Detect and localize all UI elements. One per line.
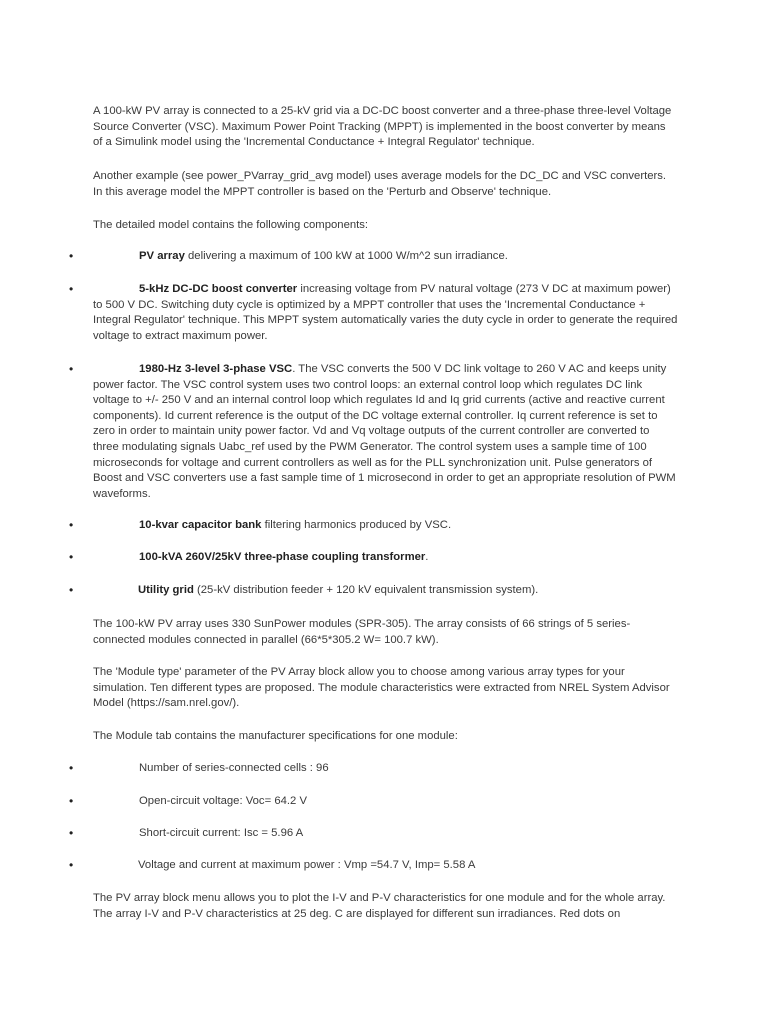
bullet-marker: • bbox=[69, 550, 74, 564]
component-description: . bbox=[425, 551, 429, 563]
component-item-capacitor-bank bbox=[93, 518, 678, 534]
intro-paragraph: A 100-kW PV array is connected to a 25-kV grid via a DC-DC boost converter and a three-phase three-level Voltage Source Converter (VSC). Maximum Power Point Tracking (MPPT) is implemented in the boost converter by means of a Simulink model using the 'Incremental Conductance + Integral Regulator' technique. bbox=[93, 105, 672, 149]
component-description: filtering harmonics produced by VSC. bbox=[261, 519, 452, 531]
spec-item-voc bbox=[93, 794, 678, 810]
component-description: (25-kV distribution feeder + 120 kV equivalent transmission system). bbox=[193, 584, 539, 596]
spec-text: Short-circuit current: Isc = 5.96 A bbox=[139, 827, 304, 839]
spec-text: Voltage and current at maximum power : Vmp =54.7 V, Imp= 5.58 A bbox=[138, 859, 476, 871]
component-description: increasing voltage from PV natural voltage (273 V DC at maximum power) to 500 V DC. Switching duty cycle is optimized by a MPPT controller that uses the 'Incremental Conductance + Integral Regulator' technique. This MPPT system automatically varies the duty cycle in order to generate the required voltage to extract maximum power. bbox=[93, 283, 678, 342]
component-name: 1980-Hz 3-level 3-phase VSC bbox=[139, 363, 293, 375]
average-model-paragraph: Another example (see power_PVarray_grid_avg model) uses average models for the DC_DC and VSC converters. In this average model the MPPT controller is based on the 'Perturb and Observe' technique. bbox=[93, 170, 667, 198]
component-item-vsc bbox=[93, 362, 678, 502]
spec-item-mpp bbox=[93, 858, 678, 874]
component-name: 100-kVA 260V/25kV three-phase coupling transformer bbox=[139, 551, 426, 563]
components-heading: The detailed model contains the following components: bbox=[93, 219, 369, 231]
bullet-marker: • bbox=[69, 518, 74, 532]
spec-text: Number of series-connected cells : 96 bbox=[139, 762, 329, 774]
spec-item-isc bbox=[93, 826, 678, 842]
component-description: delivering a maximum of 100 kW at 1000 W/m^2 sun irradiance. bbox=[184, 250, 508, 262]
component-name: PV array bbox=[139, 250, 185, 262]
bullet-marker: • bbox=[69, 282, 74, 296]
spec-item-cells bbox=[93, 761, 678, 777]
component-name: 10-kvar capacitor bank bbox=[139, 519, 262, 531]
component-description: . The VSC converts the 500 V DC link voltage to 260 V AC and keeps unity power factor. The VSC control system uses two control loops: an external control loop which regulates DC link voltage to +/- 250 V and an internal control loop which regulates Id and Iq grid currents (active and reactive current components). Id current reference is the output of the DC voltage external controller. Iq current reference is set to zero in order to maintain unity power factor. Vd and Vq voltage outputs of the current controller are converted to three modulating signals Uabc_ref used by the PWM Generator. The control system uses a sample time of 100 microseconds for voltage and current controllers as well as for the PLL synchronization unit. Pulse generators of Boost and VSC converters use a fast sample time of 1 microsecond in order to get an appropriate resolution of PWM waveforms. bbox=[93, 363, 676, 500]
component-item-transformer bbox=[93, 550, 678, 566]
bullet-marker: • bbox=[69, 826, 74, 840]
spec-text: Open-circuit voltage: Voc= 64.2 V bbox=[139, 795, 307, 807]
component-item-pv-array bbox=[93, 249, 678, 265]
sunpower-paragraph: The 100-kW PV array uses 330 SunPower modules (SPR-305). The array consists of 66 strings of 5 series-connected modules connected in parallel (66*5*305.2 W= 100.7 kW). bbox=[93, 618, 631, 646]
bullet-marker: • bbox=[69, 794, 74, 808]
bullet-marker: • bbox=[69, 858, 74, 872]
component-name: Utility grid bbox=[138, 584, 194, 596]
module-type-paragraph: The 'Module type' parameter of the PV Array block allow you to choose among various array types for your simulation. Ten different types are proposed. The module characteristics were extracted from NREL System Advisor Model (https://sam.nrel.gov/). bbox=[93, 666, 670, 710]
module-tab-paragraph: The Module tab contains the manufacturer specifications for one module: bbox=[93, 730, 458, 742]
bullet-marker: • bbox=[69, 761, 74, 775]
bullet-marker: • bbox=[69, 362, 74, 376]
bullet-marker: • bbox=[69, 583, 74, 597]
bullet-marker: • bbox=[69, 249, 74, 263]
pv-array-menu-paragraph: The PV array block menu allows you to plot the I-V and P-V characteristics for one module and for the whole array. The array I-V and P-V characteristics at 25 deg. C are displayed for different sun irradiances. Red dots on bbox=[93, 892, 666, 920]
component-item-utility-grid bbox=[93, 583, 678, 599]
component-name: 5-kHz DC-DC boost converter bbox=[139, 283, 298, 295]
component-item-boost-converter bbox=[93, 282, 678, 344]
